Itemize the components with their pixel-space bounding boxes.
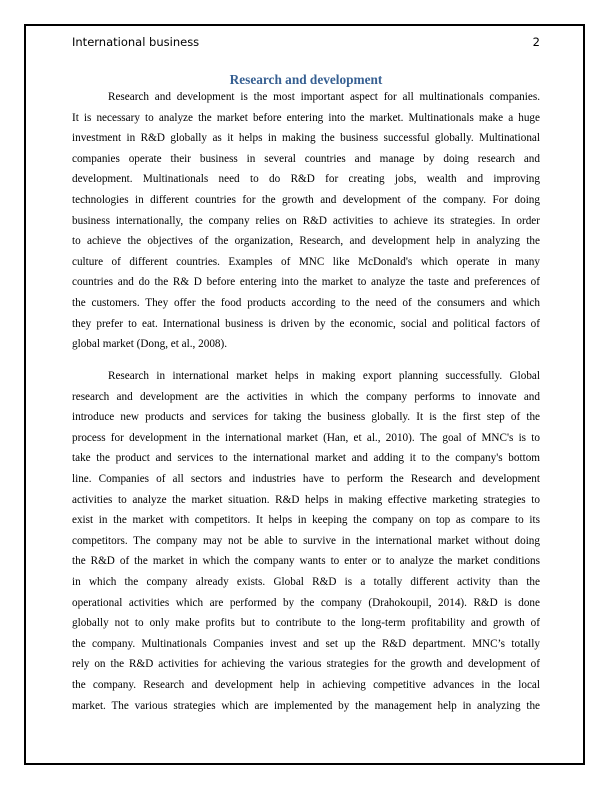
paragraph-line: research and development are the activities in which the company performs to innovate and bbox=[72, 390, 540, 403]
page-number: 2 bbox=[532, 35, 540, 49]
paragraph-line: market. The various strategies which are implemented by the management help in analyzing the bbox=[72, 699, 540, 712]
paragraph-line: competitors. The company may not be able to survive in the international market without doing bbox=[72, 534, 540, 547]
paragraph-line: process for development in the international market (Han, et al., 2010). The goal of MNC's is to bbox=[72, 431, 540, 444]
section-heading: Research and development bbox=[229, 72, 383, 87]
paragraph-line: countries and do the R& D before entering into the market to analyze the taste and preferences of bbox=[72, 276, 540, 289]
paragraph-line: introduce new products and services for taking the business globally. It is the first step of the bbox=[72, 411, 540, 424]
paragraph-line: in which the company already exists. Global R&D is a totally different activity than the bbox=[72, 575, 540, 588]
paragraph-line: globally not to only make profits but to contribute to the long-term profitability and growth of bbox=[72, 617, 540, 630]
paragraph-line: Research and development is the most important aspect for all multinationals companies. bbox=[108, 91, 540, 103]
running-header-title: International business bbox=[72, 35, 200, 49]
paragraph-line: development. Multinationals need to do R&D for creating jobs, wealth and improving bbox=[72, 173, 540, 186]
paragraph-1 bbox=[72, 87, 540, 355]
paragraph-line: line. Companies of all sectors and industries have to perform the Research and development bbox=[72, 472, 540, 485]
paragraph-line: rely on the R&D activities for achieving the various strategies for the growth and development of bbox=[72, 658, 540, 671]
paragraph-line: the company. Research and development help in achieving competitive advances in the local bbox=[72, 678, 540, 691]
paragraph-line: they prefer to eat. International business is driven by the economic, social and political factors of bbox=[72, 317, 540, 330]
paragraph-line: culture of different countries. Examples of MNC like McDonald's which operate in many bbox=[72, 255, 540, 268]
paragraph-line: activities to analyze the market situation. R&D helps in making effective marketing strategies to bbox=[72, 493, 540, 506]
paragraph-line: to achieve the objectives of the organization, Research, and development help in analyzing the bbox=[72, 235, 540, 248]
paragraph-line: It is necessary to analyze the market before entering into the market. Multinationals make a huge bbox=[72, 111, 540, 124]
paragraph-line: operational activities which are performed by the company (Drahokoupil, 2014). R&D is done bbox=[72, 596, 540, 609]
paragraph-line: the company. Multinationals Companies invest and set up the R&D department. MNC’s totally bbox=[72, 637, 540, 650]
paragraph-line: companies operate their business in several countries and manage by doing research and bbox=[72, 152, 540, 165]
paragraph-line: Research in international market helps in making export planning successfully. Global bbox=[108, 370, 540, 382]
paragraph-line: the customers. They offer the food products according to the need of the consumers and which bbox=[72, 296, 540, 309]
paragraph-line: exist in the market with competitors. It helps in keeping the company on top as compare to its bbox=[72, 514, 540, 527]
paragraph-line: global market (Dong, et al., 2008). bbox=[72, 338, 228, 351]
paragraph-line: technologies in different countries for the growth and development of the company. For doing bbox=[72, 193, 540, 206]
paragraph-line: take the product and services to the international market and adding it to the company's bottom bbox=[72, 452, 540, 465]
paragraph-line: investment in R&D globally as it helps in making the business successful globally. Multinational bbox=[72, 132, 540, 145]
paragraph-line: the R&D of the market in which the company wants to enter or to analyze the market conditions bbox=[72, 555, 540, 568]
paragraph-2 bbox=[72, 366, 540, 716]
paragraph-line: business internationally, the company relies on R&D activities to achieve its strategies. In order bbox=[72, 214, 540, 227]
